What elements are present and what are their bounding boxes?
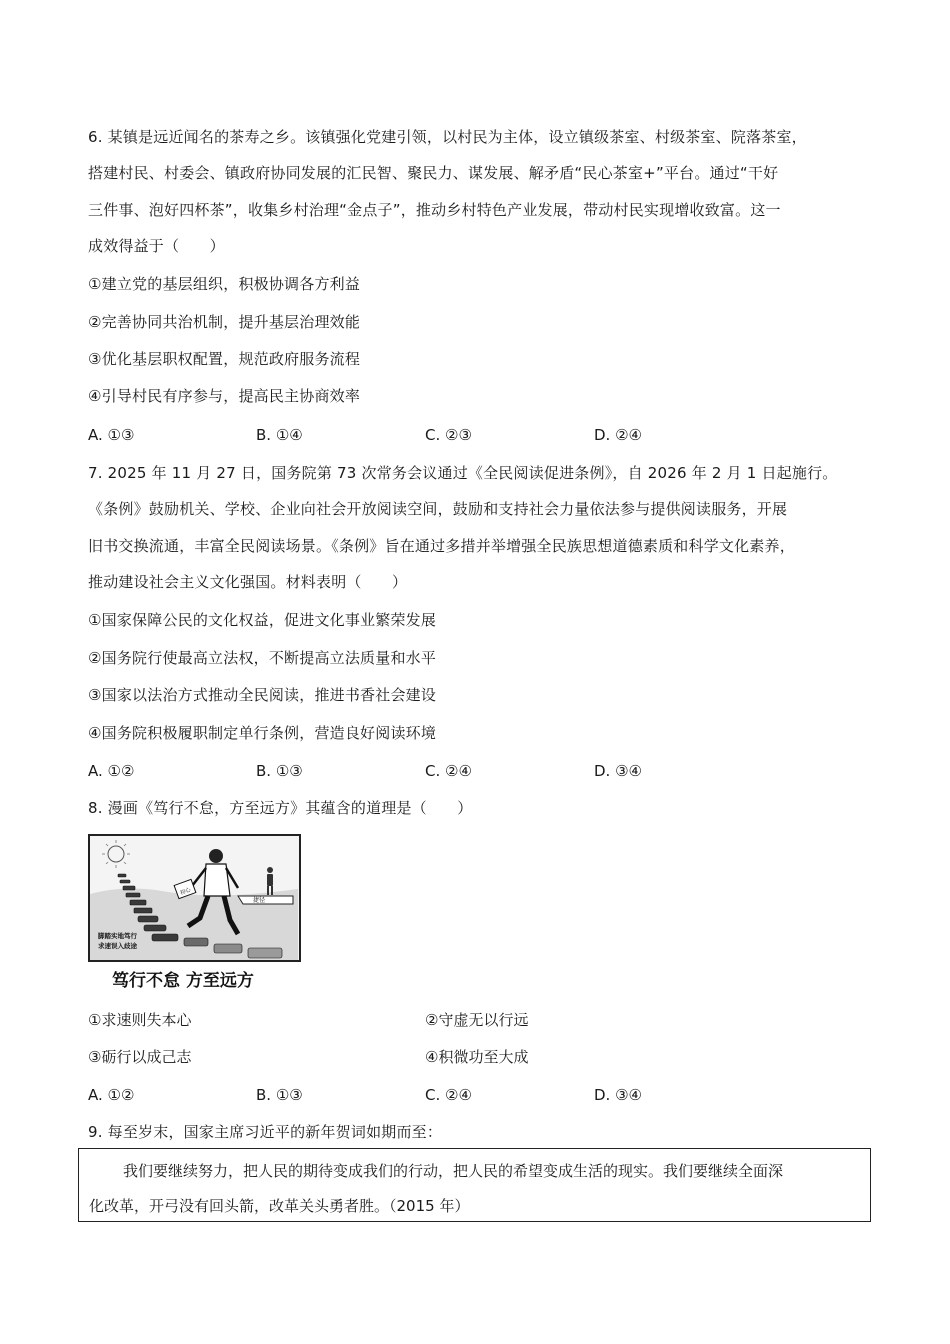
q6-item-2: ②完善协同共治机制，提升基层治理效能 [88,313,361,331]
q6-item-4: ④引导村民有序参与，提高民主协商效率 [88,387,361,405]
q7-stem-line3: 旧书交换流通，丰富全民阅读场景。《条例》旨在通过多措并举增强全民族思想道德素质和科学文化素养， [88,537,795,555]
q6-stem-line3: 三件事、泡好四杯茶”，收集乡村治理“金点子”，推动乡村特色产业发展，带动村民实现增收致富。这一 [88,201,781,219]
q8-choice-d[interactable]: D. ③④ [594,1086,642,1104]
q7-choice-c[interactable]: C. ②④ [425,762,472,780]
q7-item-1: ①国家保障公民的文化权益，促进文化事业繁荣发展 [88,611,437,629]
cartoon-illustration [88,834,304,998]
quote-box [78,1148,871,1222]
q8-item-3: ③砺行以成己志 [88,1048,192,1066]
q6-stem-line2: 搭建村民、村委会、镇政府协同发展的汇民智、聚民力、谋发展、解矛盾“民心茶室+”平台。通过“干好 [88,164,779,182]
q6-stem-line1: 6. 某镇是远近闻名的茶寿之乡。该镇强化党建引领，以村民为主体，设立镇级茶室、村级茶室、院落茶室， [88,128,807,146]
quote-line2: 化改革，开弓没有回头箭，改革关头勇者胜。（2015 年） [89,1197,470,1215]
q8-choice-c[interactable]: C. ②④ [425,1086,472,1104]
q9-stem: 9. 每至岁末，国家主席习近平的新年贺词如期而至： [88,1123,443,1141]
q6-choice-b[interactable]: B. ①④ [256,426,303,444]
q8-item-2: ②守虚无以行远 [425,1011,529,1029]
q7-choice-d[interactable]: D. ③④ [594,762,642,780]
q7-stem-line1: 7. 2025 年 11 月 27 日，国务院第 73 次常务会议通过《全民阅读促进条例》，自 2026 年 2 月 1 日起施行。 [88,464,838,482]
board-label: 初心 [179,887,192,897]
q7-choice-a[interactable]: A. ①② [88,762,135,780]
q6-item-3: ③优化基层职权配置，规范政府服务流程 [88,350,361,368]
q6-item-1: ①建立党的基层组织，积极协调各方利益 [88,275,361,293]
q8-choice-a[interactable]: A. ①② [88,1086,135,1104]
q7-item-2: ②国务院行使最高立法权，不断提高立法质量和水平 [88,649,437,667]
q8-stem: 8. 漫画《笃行不怠，方至远方》其蕴含的道理是（ ） [88,799,473,817]
quote-line1: 我们要继续努力，把人民的期待变成我们的行动，把人民的希望变成生活的现实。我们要继续全面深 [123,1162,784,1180]
q8-choice-b[interactable]: B. ①③ [256,1086,303,1104]
shortcut-label: 捷径 [253,897,266,904]
q6-stem-line4: 成效得益于（ ） [88,237,225,255]
q7-item-3: ③国家以法治方式推动全民阅读，推进书香社会建设 [88,686,437,704]
q6-choice-c[interactable]: C. ②③ [425,426,472,444]
q8-item-1: ①求速则失本心 [88,1011,192,1029]
q8-item-4: ④积微功至大成 [425,1048,529,1066]
shortcut-path [238,896,293,904]
q6-choice-d[interactable]: D. ②④ [594,426,642,444]
q7-choice-b[interactable]: B. ①③ [256,762,303,780]
cartoon-caption: 笃行不怠 方至远方 [112,971,254,991]
slogan-line1: 脚踏实地笃行 [98,932,137,940]
q7-stem-line2: 《条例》鼓励机关、学校、企业向社会开放阅读空间，鼓励和支持社会力量依法参与提供阅读服务，开展 [88,500,788,518]
slogan-line2: 求速误入歧途 [98,942,137,950]
q7-stem-line4: 推动建设社会主义文化强国。材料表明（ ） [88,573,408,591]
q7-item-4: ④国务院积极履职制定单行条例，营造良好阅读环境 [88,724,437,742]
q6-choice-a[interactable]: A. ①③ [88,426,135,444]
cartoon-svg [88,834,304,994]
